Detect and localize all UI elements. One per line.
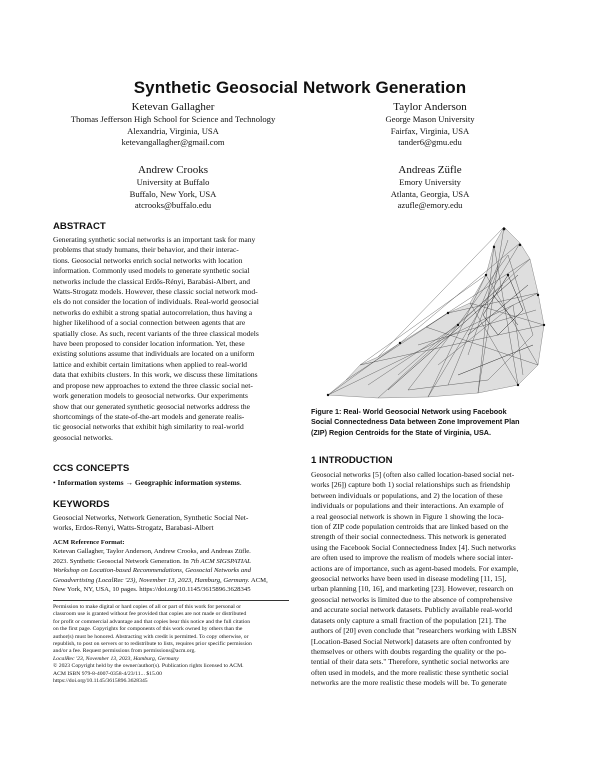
text-line: themselves or others with doubts regarding the quality or the po- xyxy=(311,646,507,656)
text-line: urban planning [10, 16], and marketing [23]. However, research on xyxy=(311,584,514,594)
arrow-icon: → xyxy=(125,478,134,487)
text-line: higher likelihood of a social connection between agents that are xyxy=(53,318,246,328)
text-line: authors of [20] even conclude that "researchers working with LBSN xyxy=(311,626,517,636)
figure-caption xyxy=(311,407,559,438)
text-line: Permission to make digital or hard copies of all or part of this work for personal or xyxy=(53,604,241,610)
author-block-2 xyxy=(320,101,540,149)
text-line: Geosocial Networks, Network Generation, Synthetic Social Net- xyxy=(53,513,249,522)
text-line: and/or a fee. Request permissions from permissions@acm.org. xyxy=(53,648,196,655)
text-line: often used in models, and the more realistic these synthetic social xyxy=(311,667,509,677)
text-line: LocalRec '23, November 13, 2023, Hamburg, Germany xyxy=(53,655,179,662)
text-line: data that exhibits clusters. In this work, we discuss these limitations xyxy=(53,370,258,380)
acm-reference xyxy=(53,538,291,594)
text-line: ACM ISBN 979-8-4007-0358-4/23/11... $15.00 xyxy=(53,670,162,677)
text-line: information. Commonly used models to generate synthetic social xyxy=(53,266,250,276)
author-block-1 xyxy=(48,101,298,149)
text-line: on the first page. Copyrights for components of this work owned by others than the xyxy=(53,626,243,633)
text-line: shortcomings of the state-of-the-art models and generate realis- xyxy=(53,411,245,421)
author-email: ketevangallagher@gmail.com xyxy=(121,137,225,147)
ccs-period: . xyxy=(239,478,242,487)
text-line: geosocial networks. xyxy=(53,432,113,442)
text-line: Social Connectedness Data between Zone Improvement Plan xyxy=(311,417,520,427)
author-email: azufle@emory.edu xyxy=(397,200,463,210)
text-line: Ketevan Gallagher, Taylor Anderson, Andrew Crooks, and Andreas Züfle. xyxy=(53,548,251,556)
text-span: Geoadvertising (LocalRec '23), November 13, 2023, Hamburg, Germany. xyxy=(53,576,250,584)
text-line: Geosocial networks [5] (often also called location-based social net- xyxy=(311,470,515,479)
text-span: 7th ACM SIGSPATIAL xyxy=(190,557,251,565)
text-line: networks do exhibit a strong spatial autocorrelation, thus having a xyxy=(53,307,253,317)
text-line: and accurate social network datasets. Publicly available real-world xyxy=(311,605,513,615)
text-line: tic geosocial networks that exhibit high similarity to real-world xyxy=(53,422,244,432)
reference-heading: ACM Reference Format: xyxy=(53,539,125,546)
text-line: actions are of importance, such as agent-based models. For example, xyxy=(311,563,519,573)
ccs-item: Geographic information systems xyxy=(134,478,240,487)
author-location: Fairfax, Virginia, USA xyxy=(390,125,470,136)
text-line: https://doi.org/10.1145/3615896.3628345 xyxy=(53,678,148,685)
text-line: classroom use is granted without fee provided that copies are not made or distributed xyxy=(53,611,247,618)
text-line: Watts-Strogatz models. However, these classic social network mod- xyxy=(53,287,258,297)
ccs-bullet: • xyxy=(53,478,56,487)
text-span: 2023. Synthetic Geosocial Network Generation. In xyxy=(53,557,191,565)
author-affiliation: Thomas Jefferson High School for Science and Technology xyxy=(70,114,276,124)
abstract-text xyxy=(53,235,291,443)
author-name: Ketevan Gallagher xyxy=(131,101,215,113)
author-affiliation: George Mason University xyxy=(385,114,475,124)
text-line: and propose new approaches to extend the three classic social net- xyxy=(53,380,253,390)
text-line: Figure 1: Real- World Geosocial Network using Facebook xyxy=(311,407,507,416)
text-line xyxy=(53,557,291,566)
author-affiliation: Emory University xyxy=(399,177,461,187)
author-location: Atlanta, Georgia, USA xyxy=(390,188,470,199)
text-line: Workshop on Location-based Recommendations, Geosocial Networks and xyxy=(53,567,251,575)
text-line: spatially close. As such, recent variants of the three classical models xyxy=(53,328,259,338)
text-line: networks include the classical Erdős-Rényi, Barabási-Albert, and xyxy=(53,276,250,286)
text-line: tential of their data sets." Therefore, synthetic social networks are xyxy=(311,657,510,667)
text-line: between individuals or populations, and 2) the location of these xyxy=(311,490,503,500)
text-line: problems that study humans, their behavior, and their interac- xyxy=(53,245,239,255)
text-line: for profit or commercial advantage and that copies bear this notice and the full citation xyxy=(53,618,251,625)
author-email: tander6@gmu.edu xyxy=(398,137,462,147)
author-name: Taylor Anderson xyxy=(393,101,467,113)
text-line: networks are the more realistic these models will be. To generate xyxy=(311,678,507,688)
text-line: republish, to post on servers or to redistribute to lists, requires prior specific permission xyxy=(53,641,252,648)
figure-1 xyxy=(308,215,554,405)
author-block-4 xyxy=(355,164,505,212)
paper-title: Synthetic Geosocial Network Generation xyxy=(133,78,467,97)
footnote-divider xyxy=(53,600,289,601)
author-location: Alexandria, Virginia, USA xyxy=(127,125,219,136)
text-line: a real geosocial network is shown in Figure 1 showing the loca- xyxy=(311,511,504,521)
text-line: individuals or populations and their interactions. An example of xyxy=(311,501,504,511)
ccs-concepts xyxy=(53,478,291,488)
author-name: Andrew Crooks xyxy=(138,164,208,176)
author-affiliation: University at Buffalo xyxy=(136,177,210,187)
text-line: existing solutions assume that individuals are located on a uniform xyxy=(53,349,255,359)
keywords-text xyxy=(53,513,291,534)
text-line: datasets only capture a small fraction of the population [21]. The xyxy=(311,615,507,625)
text-line: work generation models to geosocial networks. Our experiments xyxy=(53,391,248,401)
text-line: author(s) must be honored. Abstracting with credit is permitted. To copy otherwise, or xyxy=(53,633,249,640)
text-span: ACM, xyxy=(249,576,268,584)
text-line: lattice and exhibit certain limitations when applied to real-world xyxy=(53,359,248,369)
text-line: are often used to improve the realism of models where social inter- xyxy=(311,553,514,563)
text-line: (ZIP) Region Centroids for the State of Virginia, USA. xyxy=(311,427,491,437)
text-line: els do not consider the location of individuals. Real-world geosocial xyxy=(53,297,259,307)
keywords-heading: KEYWORDS xyxy=(53,499,110,510)
introduction-heading: 1 INTRODUCTION xyxy=(311,455,393,466)
text-line: tions. Geosocial networks enrich social networks with location xyxy=(53,255,243,265)
text-line: geosocial networks have been used in disease modeling [11, 15], xyxy=(311,574,507,584)
text-line: tion of ZIP code population centroids that are linked based on the xyxy=(311,522,509,532)
text-line: Generating synthetic social networks is an important task for many xyxy=(53,235,256,244)
abstract-heading: ABSTRACT xyxy=(53,221,106,232)
text-line: works [26]) capture both 1) social relationships such as friendship xyxy=(311,480,511,490)
text-line: have been proposed to consider location information. Yet, these xyxy=(53,339,245,349)
text-line: New York, NY, USA, 10 pages. https://doi.org/10.1145/3615896.3628345 xyxy=(53,586,251,594)
text-line: © 2023 Copyright held by the owner/author(s). Publication rights licensed to ACM. xyxy=(53,663,244,670)
author-email: atcrooks@buffalo.edu xyxy=(134,200,212,210)
ccs-heading: CCS CONCEPTS xyxy=(53,463,130,474)
ccs-item: Information systems xyxy=(57,478,124,487)
text-line: geosocial networks is limited due to the absence of comprehensive xyxy=(311,594,513,604)
text-line: using the Facebook Social Connectedness Index [4]. Such networks xyxy=(311,542,516,552)
text-line xyxy=(53,576,291,585)
geosocial-network-image xyxy=(308,215,554,405)
network-edges xyxy=(328,227,544,398)
author-block-3 xyxy=(98,164,248,212)
permission-notice xyxy=(53,604,291,685)
author-name: Andreas Züfle xyxy=(398,164,462,176)
text-line: strength of their social connectedness. This network is generated xyxy=(311,532,506,542)
text-line: show that our generated synthetic geosocial networks address the xyxy=(53,401,251,411)
introduction-text xyxy=(311,470,554,689)
author-location: Buffalo, New York, USA xyxy=(129,188,217,199)
text-line: [Location-Based Social Network] datasets are often confronted by xyxy=(311,636,512,646)
text-line: works, Erdos-Renyi, Watts-Strogatz, Barabasi-Albert xyxy=(53,523,214,533)
